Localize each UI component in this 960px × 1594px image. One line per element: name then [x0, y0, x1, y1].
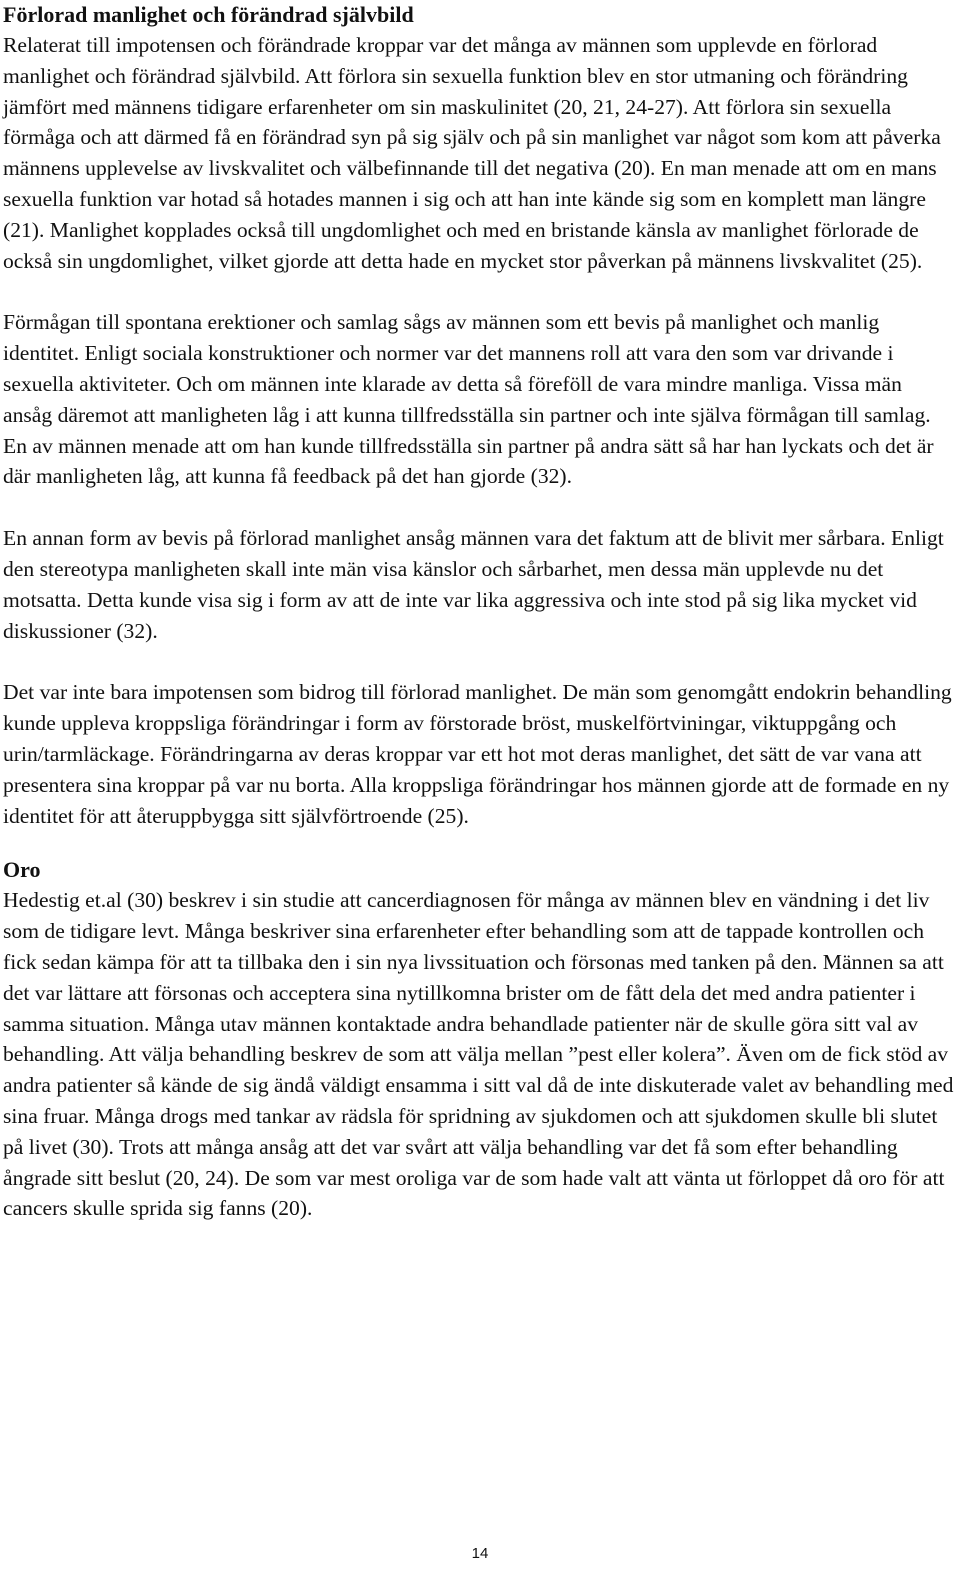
section-heading-lost-masculinity: Förlorad manlighet och förändrad självbild	[3, 2, 414, 27]
page-content	[3, 0, 954, 1224]
paragraph: Det var inte bara impotensen som bidrog till förlorad manlighet. De män som genomgått endokrin behandling kunde uppleva kroppsliga förändringar i form av förstorade bröst, muskelförtviningar, viktuppgång och urin/tarmläckage. Förändringarna av deras kroppar var ett hot mot deras manlighet, det sätt de var vana att presentera sina kroppar på var nu borta. Alla kroppsliga förändringar hos männen gjorde att de formade en ny identitet för att återuppbygga sitt självförtroende (25).	[3, 680, 952, 828]
section-heading-worry: Oro	[3, 857, 41, 883]
paragraph: En annan form av bevis på förlorad manlighet ansåg männen vara det faktum att de blivit mer sårbara. Enligt den stereotypa manligheten skall inte män visa känslor och sårbarhet, men dessa män upplevde nu det motsatta. Detta kunde visa sig i form av att de inte var lika aggressiva och inte stod på sig lika mycket vid diskussioner (32).	[3, 526, 944, 643]
paragraph: Hedestig et.al (30) beskrev i sin studie att cancerdiagnosen för många av männen blev en vändning i det liv som de tidigare levt. Många beskriver sina erfarenheter efter behandling som att de tappade kontrollen och fick sedan kämpa för att ta tillbaka den i sin nya livssituation och försonas med tanken på den. Männen sa att det var lättare att försonas och acceptera sina nytillkomna brister om de fått dela det med andra patienter i samma situation. Många utav männen kontaktade andra behandlade patienter när de skulle göra sitt val av behandling. Att välja behandling beskrev de som att välja mellan ”pest eller kolera”. Även om de fick stöd av andra patienter så kände de sig ändå väldigt ensamma i sitt val då de inte diskuterade valet av behandling med sina fruar. Många drogs med tankar av rädsla för spridning av sjukdomen och att sjukdomen skulle bli slutet på livet (30). Trots att många ansåg att det var svårt att välja behandling var det få som efter behandling ångrade sitt beslut (20, 24). De som var mest oroliga var de som hade valt att vänta ut förloppet då oro för att cancers skulle sprida sig fanns (20).	[3, 888, 954, 1221]
paragraph: Relaterat till impotensen och förändrade kroppar var det många av männen som upplevde en förlorad manlighet och förändrad självbild. Att förlora sin sexuella funktion blev en stor utmaning och förändring jämfört med männens tidigare erfarenheter om sin maskulinitet (20, 21, 24-27). Att förlora sin sexuella förmåga och att därmed få en förändrad syn på sig själv och på sin manlighet var något som kom att påverka männens upplevelse av livskvalitet och välbefinnande till det negativa (20). En man menade att om en mans sexuella funktion var hotad så hotades mannen i sig och att han inte kände sig som en komplett man längre (21). Manlighet kopplades också till ungdomlighet och med en bristande känsla av manlighet förlorade de också sin ungdomlighet, vilket gjorde att detta hade en mycket stor påverkan på männens livskvalitet (25).	[3, 33, 941, 273]
page-number: 14	[471, 1545, 489, 1562]
paragraph: Förmågan till spontana erektioner och samlag sågs av männen som ett bevis på manlighet och manlig identitet. Enligt sociala konstruktioner och normer var det mannens roll att vara den som var drivande i sexuella aktiviteter. Och om männen inte klarade av detta så föreföll de vara mindre manliga. Vissa män ansåg däremot att manligheten låg i att kunna tillfredsställa sin partner och inte själva förmågan till samlag. En av männen menade att om han kunde tillfredsställa sin partner på andra sätt så har han lyckats och det är där manligheten låg, att kunna få feedback på det han gjorde (32).	[3, 310, 934, 489]
